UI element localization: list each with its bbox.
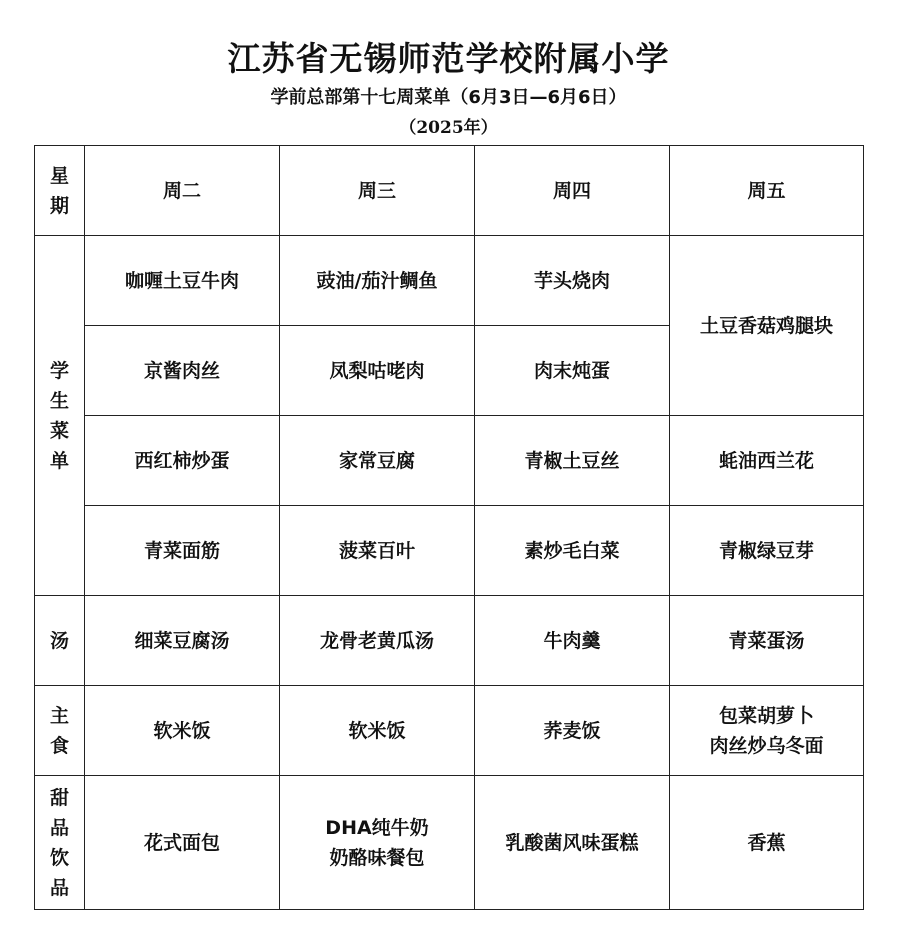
page-title: 江苏省无锡师范学校附属小学 — [227, 39, 670, 78]
table-row — [35, 416, 864, 506]
menu-cell-friday-merged: 土豆香菇鸡腿块 — [670, 236, 864, 416]
table-row — [35, 506, 864, 596]
menu-cell: 西红柿炒蛋 — [85, 416, 280, 506]
menu-year: （2025年） — [399, 118, 498, 138]
soup-cell: 青菜蛋汤 — [670, 596, 864, 686]
day-header-wednesday: 周三 — [280, 146, 475, 236]
menu-cell: 家常豆腐 — [280, 416, 475, 506]
menu-cell: 青椒绿豆芽 — [670, 506, 864, 596]
menu-cell: 凤梨咕咾肉 — [280, 326, 475, 416]
soup-label-cell — [35, 596, 85, 686]
menu-cell: 蚝油西兰花 — [670, 416, 864, 506]
menu-cell: 芋头烧肉 — [475, 236, 670, 326]
dessert-cell: DHA纯牛奶 奶酪味餐包 — [280, 776, 475, 910]
soup-label: 汤 — [49, 629, 69, 652]
menu-cell: 素炒毛白菜 — [475, 506, 670, 596]
table-header-row — [35, 146, 864, 236]
menu-subtitle: 学前总部第十七周菜单（6月3日—6月6日） — [270, 87, 627, 108]
staple-cell: 软米饭 — [85, 686, 280, 776]
weekday-label: 星期 — [49, 164, 69, 217]
staple-label-cell — [35, 686, 85, 776]
soup-row — [35, 596, 864, 686]
table-row — [35, 236, 864, 326]
day-header-thursday: 周四 — [475, 146, 670, 236]
weekday-label-cell — [35, 146, 85, 236]
menu-cell: 青菜面筋 — [85, 506, 280, 596]
soup-cell: 细菜豆腐汤 — [85, 596, 280, 686]
staple-cell: 荞麦饭 — [475, 686, 670, 776]
menu-cell: 咖喱土豆牛肉 — [85, 236, 280, 326]
staple-row — [35, 686, 864, 776]
soup-cell: 龙骨老黄瓜汤 — [280, 596, 475, 686]
dessert-row — [35, 776, 864, 910]
dessert-label: 甜品饮品 — [49, 786, 69, 899]
staple-cell: 包菜胡萝卜 肉丝炒乌冬面 — [670, 686, 864, 776]
menu-cell: 京酱肉丝 — [85, 326, 280, 416]
dessert-cell: 香蕉 — [670, 776, 864, 910]
student-menu-label-cell — [35, 236, 85, 596]
menu-cell: 菠菜百叶 — [280, 506, 475, 596]
menu-cell: 肉末炖蛋 — [475, 326, 670, 416]
dessert-cell: 乳酸菌风味蛋糕 — [475, 776, 670, 910]
staple-cell: 软米饭 — [280, 686, 475, 776]
dessert-cell: 花式面包 — [85, 776, 280, 910]
day-header-tuesday: 周二 — [85, 146, 280, 236]
student-menu-label: 学生菜单 — [49, 359, 69, 472]
menu-cell: 豉油/茄汁鲷鱼 — [280, 236, 475, 326]
menu-cell: 青椒土豆丝 — [475, 416, 670, 506]
day-header-friday: 周五 — [670, 146, 864, 236]
weekly-menu-table — [34, 145, 864, 910]
staple-label: 主食 — [49, 704, 69, 757]
soup-cell: 牛肉羹 — [475, 596, 670, 686]
dessert-label-cell — [35, 776, 85, 910]
